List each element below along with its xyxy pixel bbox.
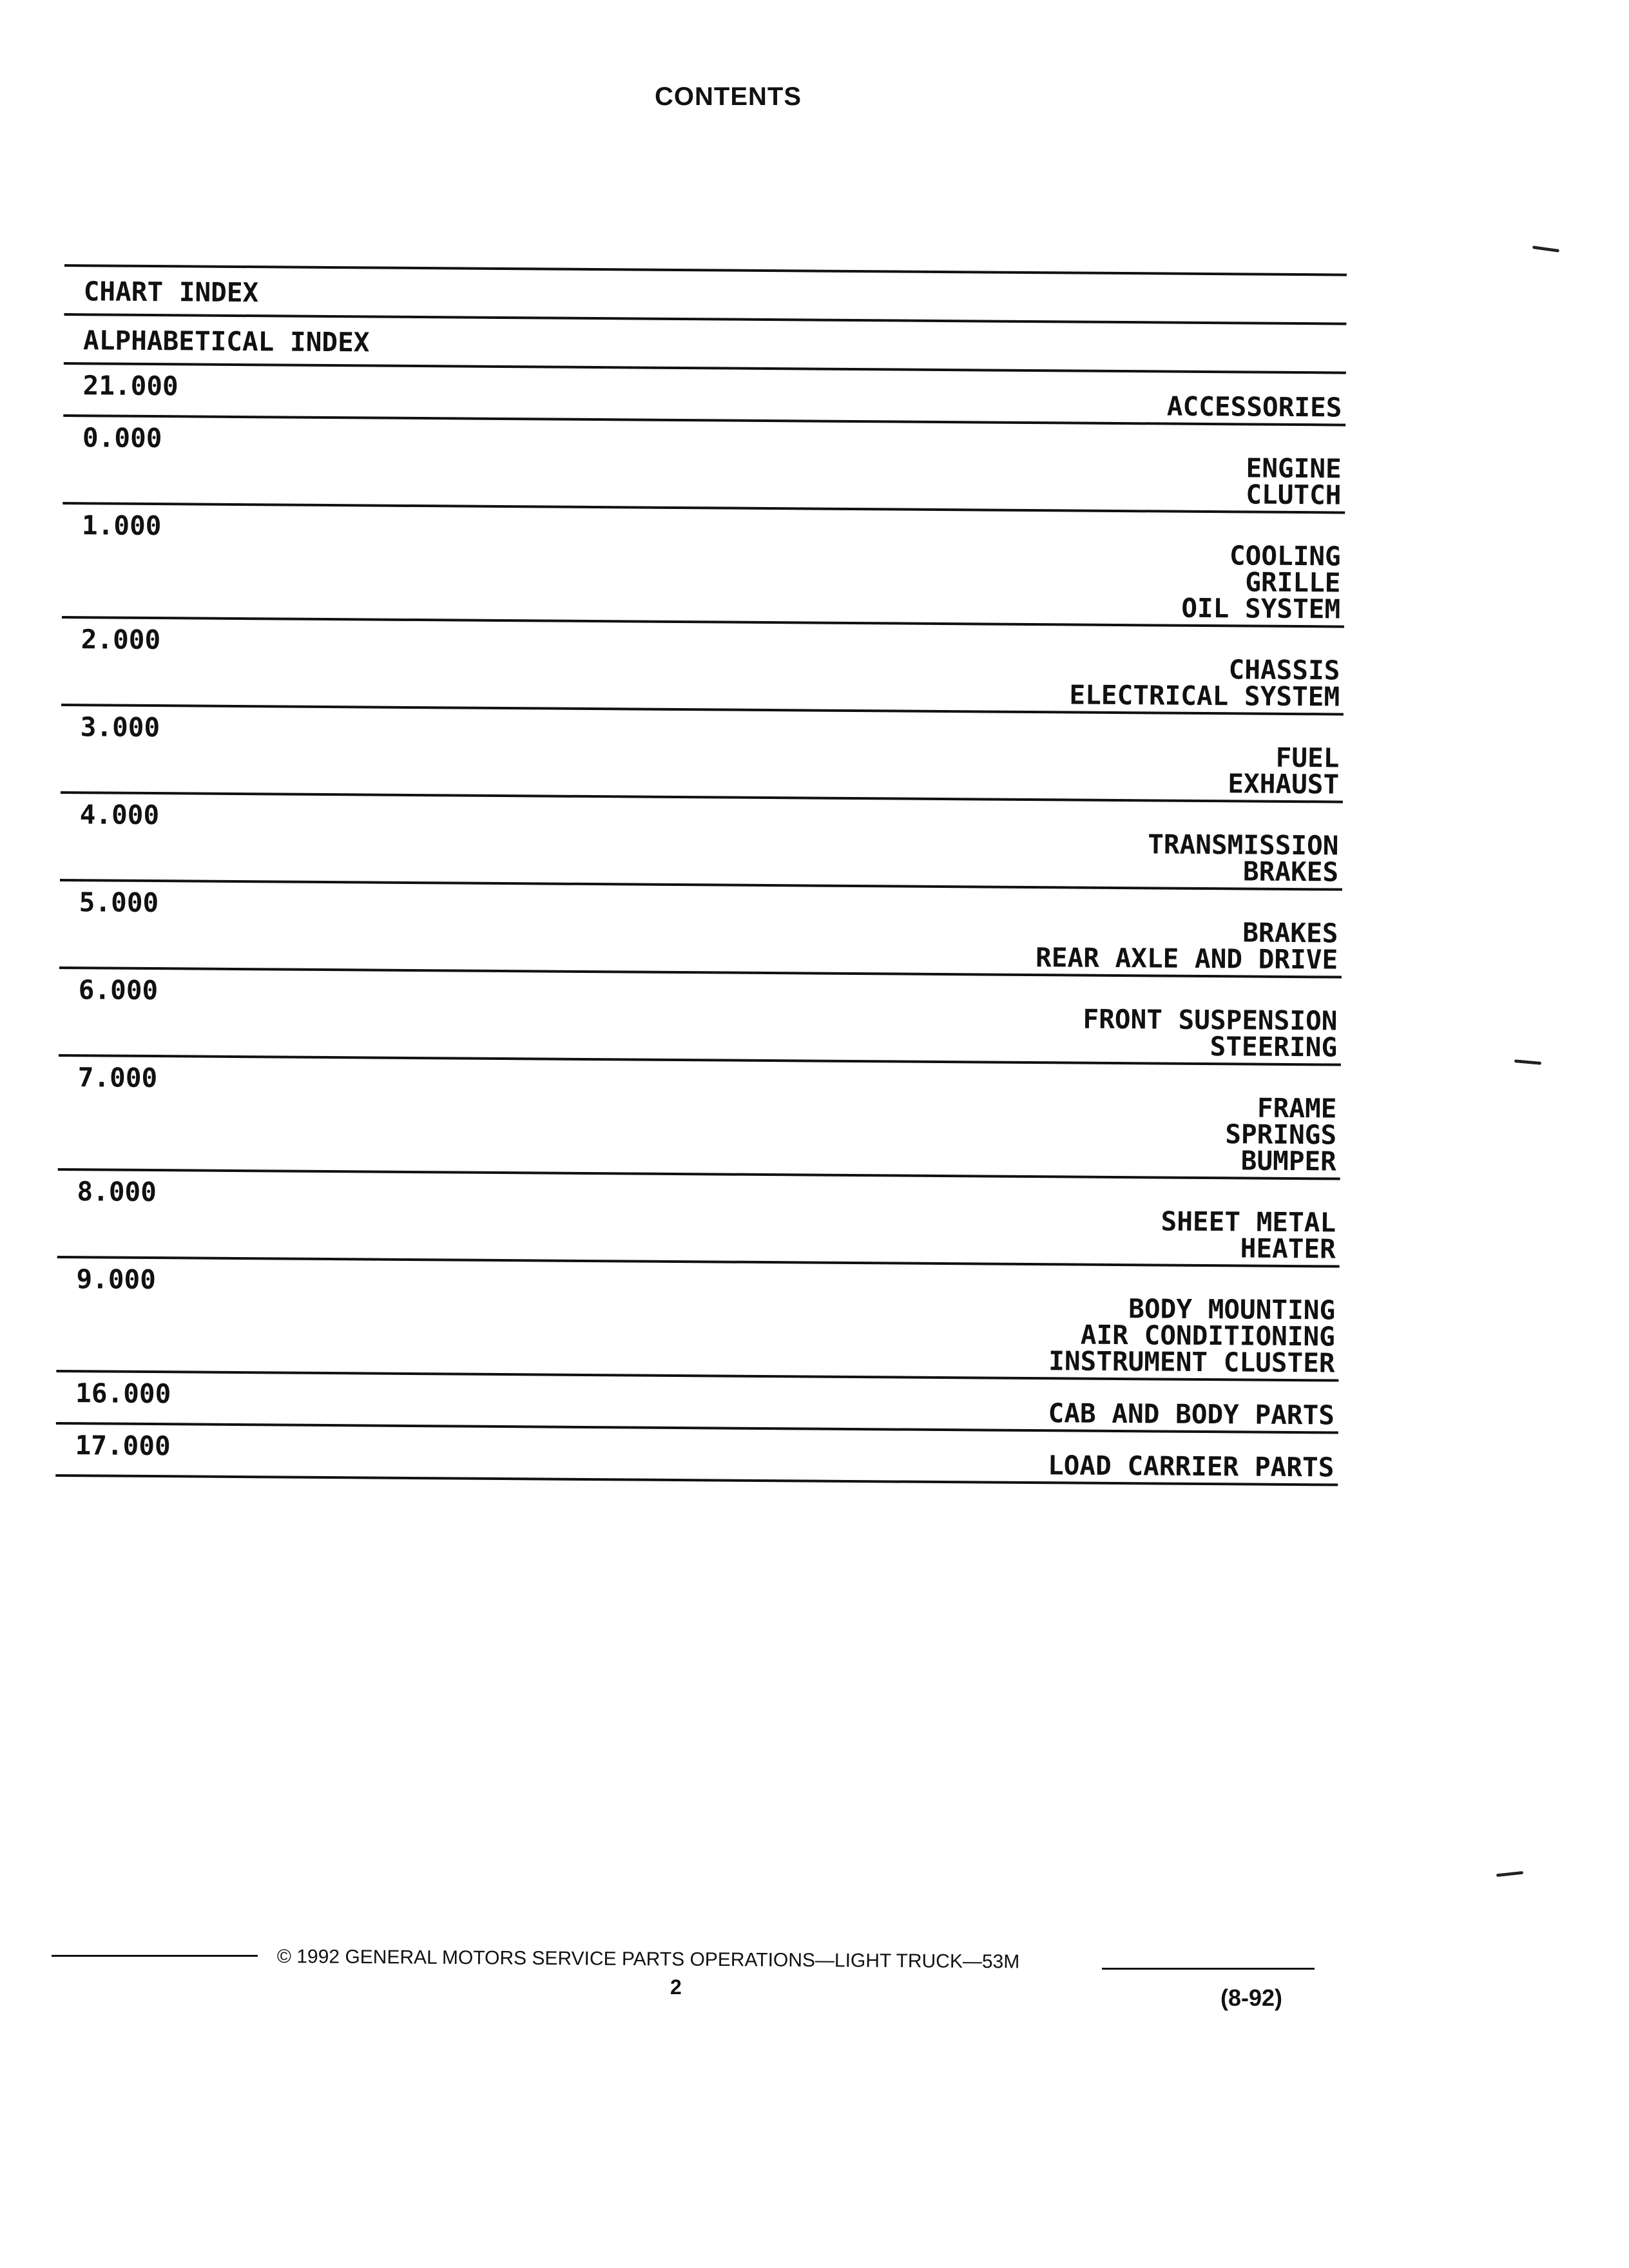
page-number: 2 [670,1975,682,1999]
toc-row[interactable] [59,969,1342,1064]
section-topic: COOLING [1229,540,1341,572]
toc-row[interactable] [62,505,1345,626]
section-topics [1036,890,1338,974]
section-topics [1083,978,1338,1062]
section-number: 5.000 [79,887,159,919]
section-topic: ACCESSORIES [1166,390,1342,423]
section-topic: BUMPER [1240,1145,1337,1177]
section-topic: SPRINGS [1225,1119,1337,1151]
section-topic: EXHAUST [1228,768,1340,800]
toc-row[interactable] [57,1171,1340,1265]
section-topics [1048,1433,1335,1482]
toc-row[interactable] [61,619,1344,713]
section-topics [1228,716,1340,799]
section-list [55,365,1346,1486]
section-topic: HEATER [1240,1233,1336,1265]
margin-mark [1532,245,1559,253]
section-number: 8.000 [77,1176,157,1208]
section-topic: BODY MOUNTING [1128,1293,1336,1326]
section-topic: GRILLE [1245,566,1341,599]
section-topics [1048,1381,1335,1430]
footer-rule [1102,1968,1315,1970]
section-topic: SHEET METAL [1161,1206,1336,1238]
section-number: 21.000 [82,370,178,402]
section-topics [1181,514,1341,624]
toc-row[interactable] [63,365,1346,424]
section-topic: LOAD CARRIER PARTS [1047,1450,1335,1483]
section-topic: STEERING [1210,1031,1338,1063]
section-topic: FRAME [1257,1092,1337,1124]
section-topic: ENGINE [1246,452,1342,485]
section-topics [1225,1066,1337,1176]
section-number: 3.000 [80,711,160,744]
section-topic: FRONT SUSPENSION [1083,1003,1338,1037]
section-topics [1246,427,1342,510]
margin-mark [1496,1871,1523,1877]
section-number: 1.000 [81,510,162,542]
section-topic: INSTRUMENT CLUSTER [1048,1345,1335,1379]
page-footer [52,1946,1315,2023]
section-topic: REAR AXLE AND DRIVE [1035,942,1338,975]
section-number: 7.000 [77,1062,158,1094]
section-topic: ELECTRICAL SYSTEM [1069,679,1340,713]
section-topic: TRANSMISSION [1148,829,1339,861]
toc-row[interactable] [58,1057,1341,1178]
section-topic: OIL SYSTEM [1181,592,1341,625]
toc-row[interactable] [59,881,1342,976]
index-label: ALPHABETICAL INDEX [82,325,370,358]
section-topics [1167,374,1342,423]
toc-row[interactable] [56,1372,1339,1432]
contents-table [55,264,1347,1486]
section-topic: AIR CONDITIONING [1080,1319,1336,1352]
toc-row[interactable] [60,794,1343,889]
section-number: 17.000 [75,1430,171,1462]
revision-date: (8-92) [1220,1984,1282,2011]
section-number: 0.000 [82,422,162,454]
toc-row[interactable] [61,706,1344,801]
section-topics [1048,1267,1336,1378]
margin-mark [1514,1059,1541,1065]
section-topic: BRAKES [1242,856,1339,888]
section-topic: CLUTCH [1246,479,1342,511]
section-number: 6.000 [78,974,159,1006]
section-topics [1148,803,1339,887]
section-number: 4.000 [79,799,160,831]
index-label: CHART INDEX [83,276,259,309]
toc-row[interactable] [56,1258,1339,1379]
section-topics [1069,627,1340,711]
section-number: 9.000 [76,1264,157,1296]
section-topic: BRAKES [1242,917,1338,949]
page-title: CONTENTS [655,82,802,111]
copyright-notice: © 1992 GENERAL MOTORS SERVICE PARTS OPERATIONS—LIGHT TRUCK—53M [276,1946,1020,1973]
section-topic: CAB AND BODY PARTS [1048,1398,1335,1431]
section-topic: FUEL [1275,742,1340,774]
footer-rule [52,1955,258,1957]
section-number: 16.000 [75,1378,171,1410]
toc-row-alphabetical-index[interactable] [64,316,1346,372]
section-number: 2.000 [81,624,161,656]
toc-row[interactable] [55,1425,1338,1484]
section-topics [1161,1180,1336,1264]
section-topic: CHASSIS [1228,654,1340,686]
toc-row[interactable] [63,417,1345,512]
toc-row-chart-index[interactable] [64,267,1346,323]
